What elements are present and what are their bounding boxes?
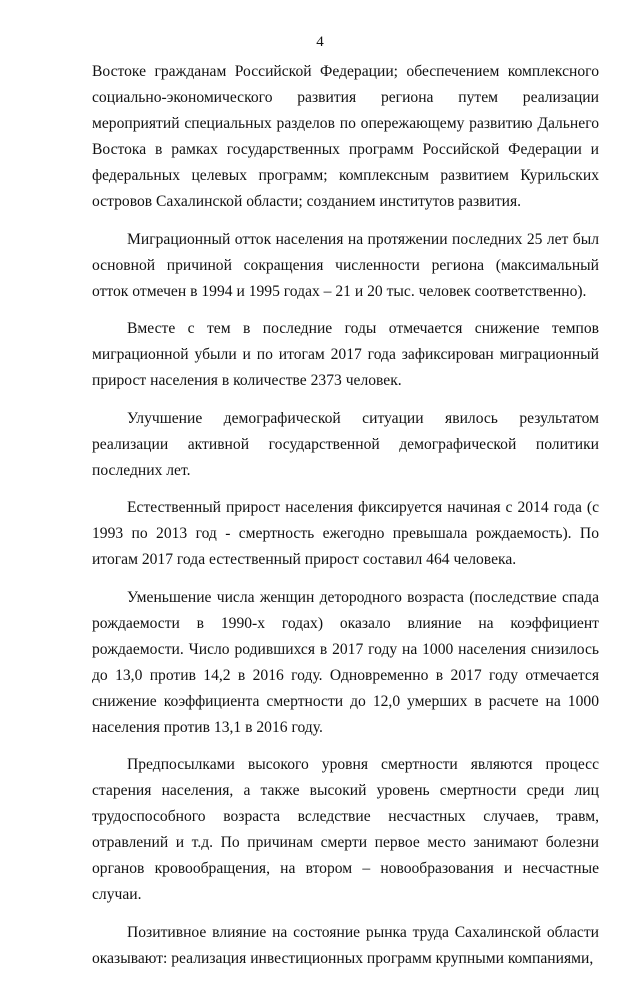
paragraph-labor-market: Позитивное влияние на состояние рынка труда Сахалинской области оказывают: реализация инвестиционных программ крупными компаниями,: [92, 923, 599, 967]
paragraph-migration-outflow: Миграционный отток населения на протяжении последних 25 лет был основной причиной сокращения численности региона (максимальный отток отмечен в 1994 и 1995 годах – 21 и 20 тыс. человек соответственно).: [92, 230, 599, 300]
paragraph-mortality-causes: Предпосылками высокого уровня смертности являются процесс старения населения, а также высокий уровень смертности среди лиц трудоспособного возраста вследствие несчастных случаев, травм, отравлений и т.д. По причинам смерти первое место занимают болезни органов кровообращения, на втором – новообразования и несчастные случаи.: [92, 756, 599, 903]
paragraph-migration-growth: Вместе с тем в последние годы отмечается снижение темпов миграционной убыли и по итогам 2017 года зафиксирован миграционный прирост населения в количестве 2373 человек.: [92, 320, 599, 389]
body-text: [92, 59, 599, 983]
paragraph-continuation: Востоке гражданам Российской Федерации; обеспечением комплексного социально-экономического развития региона путем реализации мероприятий специальных разделов по опережающему развитию Дальнего Востока в рамках государственных программ Российской Федерации и федеральных целевых программ; комплексным развитием Курильских островов Сахалинской области; созданием институтов развития.: [92, 63, 599, 210]
page-number: 4: [316, 34, 324, 50]
paragraph-demographic-policy: Улучшение демографической ситуации явилось результатом реализации активной государственной демографической политики последних лет.: [92, 409, 599, 479]
paragraph-natural-growth: Естественный прирост населения фиксируется начиная с 2014 года (с 1993 по 2013 год - смертность ежегодно превышала рождаемость). По итогам 2017 года естественный прирост составил 464 человека.: [92, 499, 599, 568]
paragraph-birth-rate: Уменьшение числа женщин детородного возраста (последствие спада рождаемости в 1990-х годах) оказало влияние на коэффициент рождаемости. Число родившихся в 2017 году на 1000 населения снизилось до 13,0 против 14,2 в 2016 году. Одновременно в 2017 году отмечается снижение коэффициента смертности до 12,0 умерших в расчете на 1000 населения против 13,1 в 2016 году.: [92, 588, 599, 736]
